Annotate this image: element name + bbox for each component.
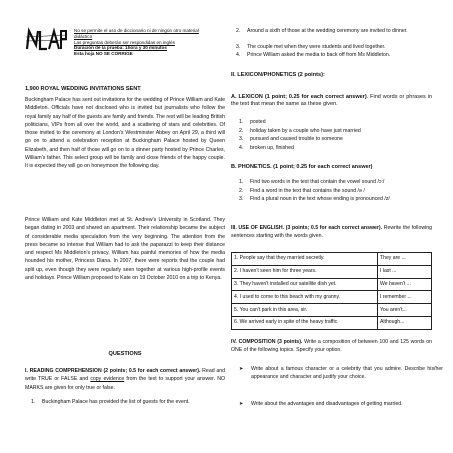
composition-topic xyxy=(239,365,443,382)
lexicon-item xyxy=(239,128,440,136)
phonetics-number: 1. xyxy=(239,179,244,185)
phonetics-title: B. PHONETICS. (1 point; 0.25 for each correct answer) xyxy=(231,164,373,170)
sentence-cell: 3. They haven't installed our satellite dish yet. xyxy=(232,278,378,291)
answer-start-cell: I last ... xyxy=(378,265,432,278)
table-row xyxy=(232,291,432,304)
sentence-cell: 5. You can't park in this area, sir. xyxy=(232,304,378,317)
lexicon-part-a-title: A. LEXICON (1 point; 0.25 for each correct answer) xyxy=(231,94,367,100)
sentence-cell: 6. We arrived early in spite of the heavy traffic. xyxy=(232,316,378,329)
composition-instr: Write a composition of between 100 and 125 words on ONE of the following topics. Specify your option. xyxy=(231,339,433,354)
sentence-cell: 1. People say that they married secretly. xyxy=(232,253,378,266)
question-number: 4. xyxy=(236,52,241,58)
exam-logo-icon xyxy=(25,27,68,52)
composition-topic xyxy=(239,400,443,408)
sentence-cell: 4. I used to come to this beach with my granny. xyxy=(232,291,378,304)
question-text: Prince William asked the media to back off from Ms Middleton. xyxy=(247,52,391,58)
question-item xyxy=(236,28,443,36)
phonetics-text: Find a plural noun in the text whose ending is pronounced /z/ xyxy=(250,196,390,202)
questions-title: QUESTIONS xyxy=(108,351,142,357)
lexicon-text: broken up, finished xyxy=(250,145,294,151)
reading-instr-b: from the text to support your answer. NO MARKS are given for only true or false. xyxy=(25,376,225,391)
question-text: The couple met when they were students and lived together. xyxy=(247,44,386,50)
phonetics-item xyxy=(239,196,442,204)
note-line: Las preguntas deberán ser respondidas en inglés xyxy=(74,39,175,45)
lexicon-number: 1. xyxy=(239,119,244,125)
answer-start-cell: Although... xyxy=(378,316,432,329)
sentence-cell: 2. I haven't seen him for three years. xyxy=(232,265,378,278)
note-line: Duración de la prueba: 1hora y 30 minutos xyxy=(74,45,167,51)
answer-start-cell: We haven't ... xyxy=(378,278,432,291)
table-row xyxy=(232,278,432,291)
answer-start-cell: I remember ... xyxy=(378,291,432,304)
lexicon-number: 4. xyxy=(239,145,244,151)
lexicon-heading: II. LEXICON/PHONETICS (2 points): xyxy=(231,72,325,78)
lexicon-item xyxy=(239,119,440,127)
use-of-english-instr: Rewrite the following sentences starting with the words given. xyxy=(231,225,432,240)
table-row xyxy=(232,304,432,317)
question-number: 2. xyxy=(236,28,241,34)
question-number: 1. xyxy=(31,399,36,405)
answer-start-cell: You aren't... xyxy=(378,304,432,317)
question-item xyxy=(31,399,236,407)
lexicon-text: posted xyxy=(250,119,266,125)
composition-instructions xyxy=(231,338,432,355)
table-row xyxy=(232,316,432,329)
lexicon-part-a-instructions xyxy=(231,94,432,109)
lexicon-number: 3. xyxy=(239,136,244,142)
reading-instr-a: Read and write TRUE or FALSE and xyxy=(25,368,225,383)
use-of-english-table xyxy=(231,252,432,330)
question-text: Buckingham Palace has provided the list of guests for the event. xyxy=(42,399,190,405)
article-paragraph-1: Buckingham Palace has sent out invitations for the wedding of Prince William and Kate Middleton. Officials have not disclosed who is invited but journalists who follow the royal family say half of the guests are family and friends. The rest will be leading British politicians, VIPs from all over the world, and a scattering of stars and celebrities. Of those invited to the ceremony at London's Westminster Abbey on April 29, a third will go on to attend a celebration reception at Buckingham Palace hosted by Queen Elizabeth, and then half of those will go on to a dinner party hosted by Prince Charles, William's father. This select group will be family and close friends of the happy couple. It is expected they will go on honeymoon the following day. xyxy=(25,97,225,170)
note-line: Esta hoja NO SE CORRIGE xyxy=(74,51,133,57)
reading-heading: I. READING COMPREHENSION (2 points; 0.5 for each correct answer). xyxy=(25,368,201,374)
phonetics-number: 3. xyxy=(239,196,244,202)
lexicon-item xyxy=(239,136,440,144)
note-line: didáctico xyxy=(74,33,93,39)
phonetics-text: Find a word in the text that contains the sound /ə / xyxy=(250,188,365,194)
arrow-bullet-icon: ➤ xyxy=(239,401,244,407)
lexicon-text: pursued and caused trouble to someone xyxy=(250,136,343,142)
reading-instructions xyxy=(25,367,225,392)
composition-topic-text: Write about a famous character or a celebrity that you admire. Describe his/her appearance and character and justify your choice. xyxy=(251,366,443,381)
table-row xyxy=(232,253,432,266)
lexicon-text: holiday taken by a couple who have just married xyxy=(250,128,361,134)
phonetics-text: Find two words in the text that contain the vowel sound /ɔ:/ xyxy=(250,179,385,185)
lexicon-item xyxy=(239,145,440,153)
table-row xyxy=(232,265,432,278)
lexicon-part-a-instr: . Find words or phrases in the text that mean the same as these given. xyxy=(231,94,433,108)
article-paragraph-2: Prince William and Kate Middleton met at St. Andrew's University in Scotland. They began dating in 2003 and shared an apartment. Their relationship became the subject of considerable media speculation from the very beginning. The attention from the press became so intense that William had to ask the paparazzi to keep their distance and respect Ms Middleton's privacy. William has painful memories of how the media hounded his mother, Princess Diana. In 2007, there were reports that the couple had split up, even though they were regularly seen together at various high-profile events and holidays. Prince William proposed to Kate on 19 October 2010 on a trip to Kenya. xyxy=(25,217,225,282)
composition-heading: IV. COMPOSITION (3 points). xyxy=(231,339,303,345)
use-of-english-instructions xyxy=(231,224,432,241)
lexicon-number: 2. xyxy=(239,128,244,134)
phonetics-number: 2. xyxy=(239,188,244,194)
phonetics-item xyxy=(239,179,442,187)
answer-start-cell: They are ... xyxy=(378,253,432,266)
use-of-english-heading: III. USE OF ENGLISH. (3 points; 0.5 for each correct answer). xyxy=(231,225,383,231)
composition-topic-text: Write about the advantages and disadvantages of getting married. xyxy=(251,401,403,407)
exam-instructions xyxy=(74,28,224,57)
question-item xyxy=(236,52,443,60)
phonetics-item xyxy=(239,188,442,196)
arrow-bullet-icon: ➤ xyxy=(239,366,244,372)
article-title: 1,900 ROYAL WEDDING INVITATIONS SENT xyxy=(25,86,141,92)
question-text: Around a sixth of those at the wedding ceremony are invited to dinner. xyxy=(247,28,408,34)
question-number: 3. xyxy=(236,44,241,50)
note-line: No se permite el uso de diccionario ni de ningún otro material xyxy=(74,28,199,33)
question-item xyxy=(236,44,443,52)
reading-instr-underlined: copy evidence xyxy=(90,376,125,383)
